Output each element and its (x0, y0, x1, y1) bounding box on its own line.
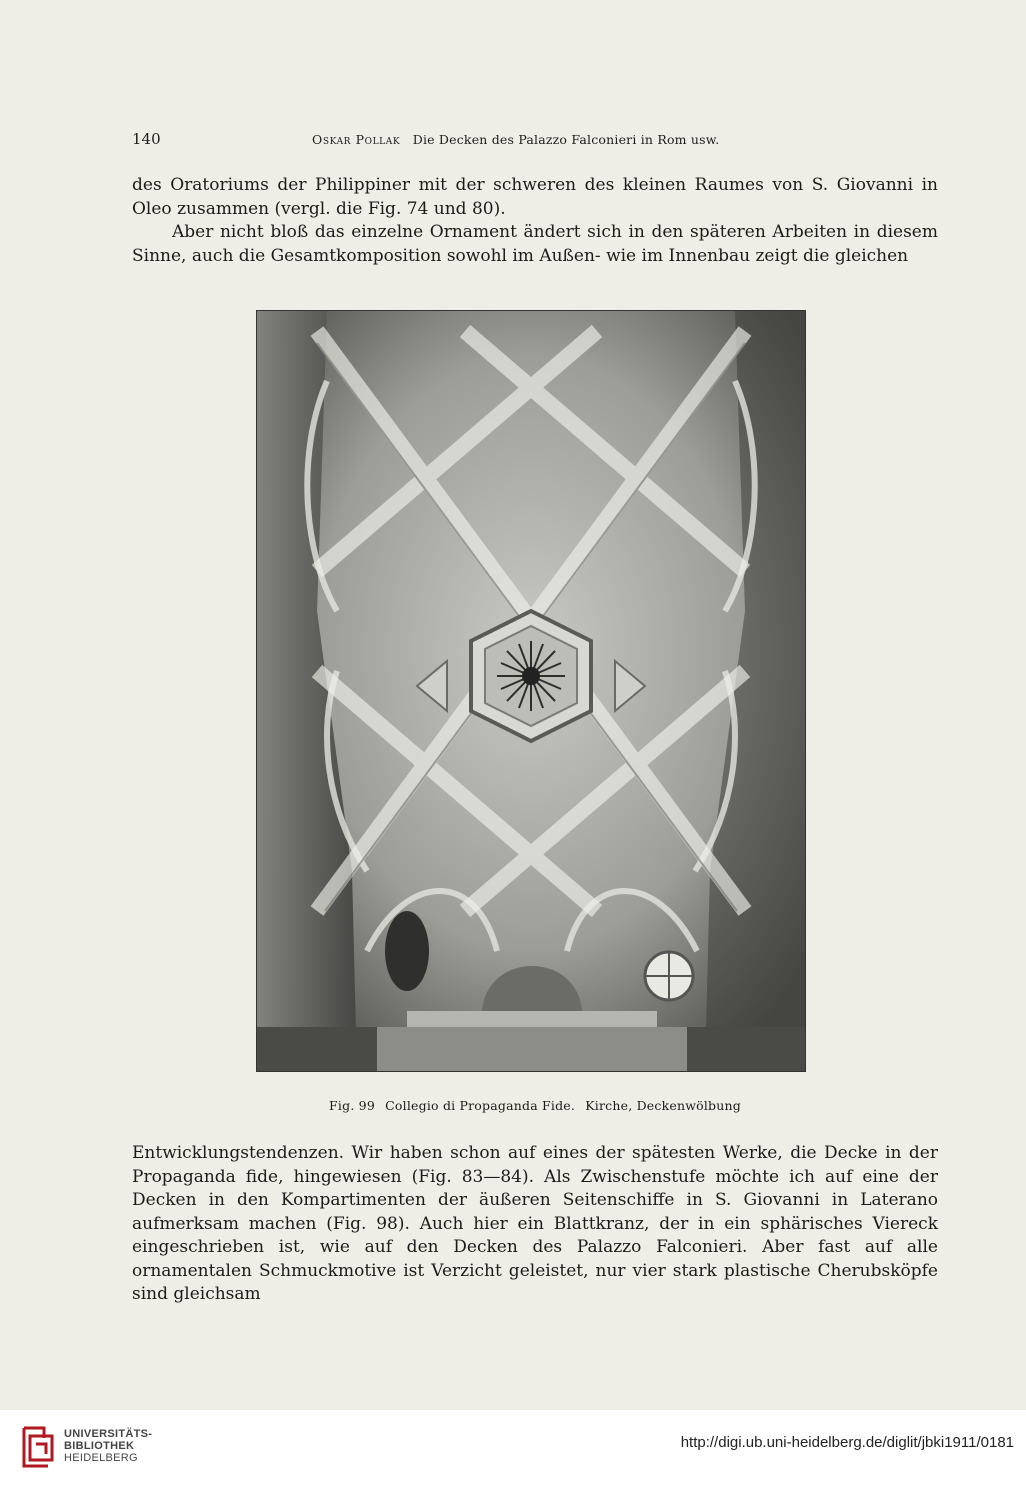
paragraph: Entwicklungstendenzen. Wir haben schon auf eines der spätesten Werke, die Decke in der Propaganda fide, hingewiesen (Fig. 83—84). Als Zwischenstufe möchte ich auf eine der Decken in den Kompartimenten der äußeren Seitenschiffe in S. Giovanni in Laterano aufmerksam machen (Fig. 98). Auch hier ein Blattkranz, der in ein sphärisches Viereck eingeschrieben ist, wie auf den Decken des Palazzo Falconieri. Aber fast auf alle ornamentalen Schmuckmotive ist Verzicht geleistet, nur vier stark plastische Cherubsköpfe sind gleichsam (132, 1143, 938, 1304)
page-header (132, 130, 942, 154)
body-text-top (132, 174, 938, 268)
body-text-bottom (132, 1142, 938, 1307)
paragraph: Aber nicht bloß das einzelne Ornament ändert sich in den späteren Arbeiten in diesem Sinne, auch die Gesamtkomposition sowohl im Außen- wie im Innenbau zeigt die gleichen (132, 222, 938, 266)
library-logo-icon (18, 1424, 58, 1470)
figure-caption-main: Collegio di Propaganda Fide. (385, 1098, 576, 1113)
vault-illustration (257, 311, 805, 1071)
running-head-author: Oskar Pollak (312, 132, 401, 147)
running-head-title: Die Decken des Palazzo Falconieri in Rom usw. (412, 132, 720, 147)
library-name-line: BIBLIOTHEK (64, 1440, 135, 1452)
page-number: 140 (132, 130, 161, 148)
figure-caption (132, 1098, 938, 1113)
paragraph: des Oratoriums der Philippiner mit der schweren des kleinen Raumes von S. Giovanni in Oleo zusammen (vergl. die Fig. 74 und 80). (132, 175, 938, 219)
figure-caption-sub: Kirche, Deckenwölbung (585, 1098, 741, 1113)
running-head (312, 132, 719, 147)
digitization-footer (0, 1410, 1026, 1485)
permalink-url[interactable]: http://digi.ub.uni-heidelberg.de/diglit/jbki1911/0181 (680, 1434, 1014, 1451)
library-name-line: UNIVERSITÄTS- (64, 1428, 153, 1440)
library-name-line: HEIDELBERG (64, 1452, 138, 1464)
library-name (64, 1428, 152, 1464)
figure-label: Fig. 99 (329, 1098, 375, 1113)
ceiling-photograph (256, 310, 806, 1072)
